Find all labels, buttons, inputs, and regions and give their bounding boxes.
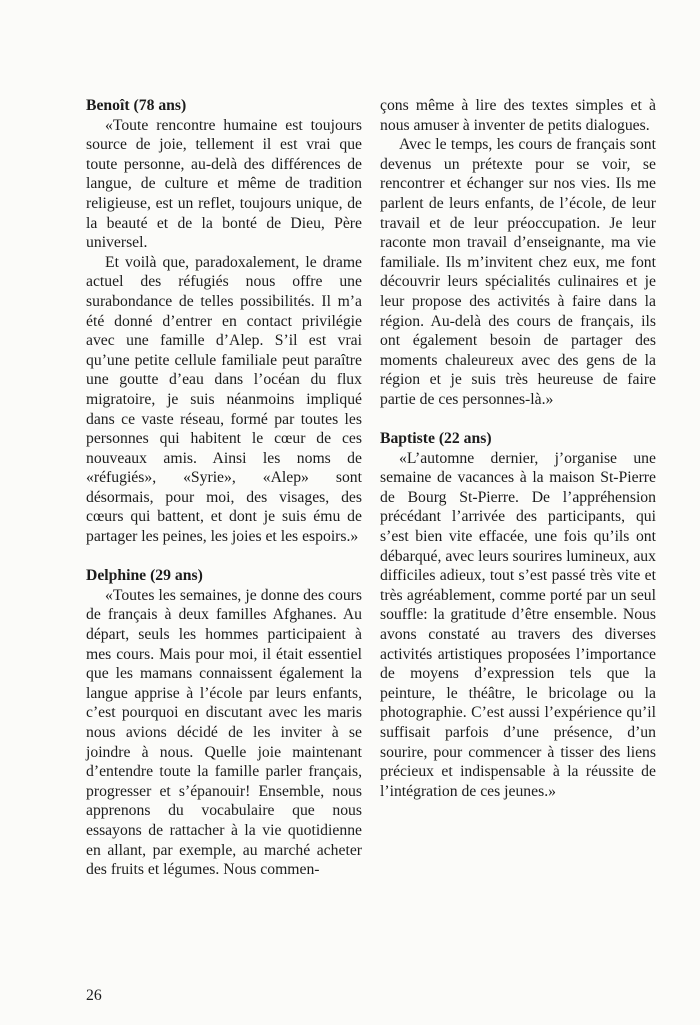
delphine-paragraph-1-continued: çons même à lire des textes simples et à nous amuser à inventer de petits dialogues. — [380, 97, 656, 134]
baptiste-heading: Baptiste (22 ans) — [380, 430, 492, 448]
left-column — [86, 96, 362, 880]
right-column — [380, 96, 656, 801]
benoit-paragraph-2: Et voilà que, paradoxalement, le drame actuel des réfugiés nous offre une surabondance de telles possibilités. Il m’a été donné d’entrer en contact privilégie avec une famille d’Alep. S’il est vrai qu’une petite cellule familiale peut paraître une goutte d’eau dans l’océan du flux migratoire, je suis néanmoins impliqué dans ce vaste réseau, formé par toutes les personnes qui habitent le cœur de ces nouveaux amis. Ainsi les noms de «réfugiés», «Syrie», «Alep» sont désormais, pour moi, des visages, des cœurs qui battent, et dont je suis ému de partager les peines, les joies et les espoirs.» — [86, 253, 362, 546]
delphine-paragraph-2: Avec le temps, les cours de français sont devenus un prétexte pour se voir, se rencontrer et échanger sur nos vies. Ils me parlent de leurs enfants, de l’école, de leur travail et de leur préoccupation. Je leur raconte mon travail d’enseignante, ma vie familiale. Ils m’invitent chez eux, me font découvrir leurs spécialités culinaires et je leur propose des activités à faire dans la région. Au-delà des cours de français, ils ont également besoin de partager des moments chaleureux avec des gens de la région et je suis très heureuse de faire partie de ces personnes-là.» — [380, 136, 656, 408]
page-number: 26 — [86, 987, 102, 1004]
section-spacer — [86, 547, 362, 567]
baptiste-paragraph-1: «L’automne dernier, j’organise une semaine de vacances à la maison St-Pierre de Bourg St-Pierre. De l’appréhension précédant l’arrivée des participants, qui s’est bien vite effacée, une fois qu’ils ont débarqué, avec leurs sourires lumineux, aux difficiles adieux, tout s’est passé très vite et très agréablement, comme porté par un seul souffle: la gratitude d’être ensemble. Nous avons constaté au travers des diverses activités artistiques proposées l’importance de moyens d’expression tels que la peinture, le théâtre, le bricolage ou la photographie. C’est aussi l’expérience qu’il suffisait parfois d’une présence, d’un sourire, pour commencer à tisser des liens précieux et indispensable à la réussite de l’intégration de ces jeunes.» — [380, 449, 656, 800]
section-spacer — [380, 410, 656, 430]
delphine-heading: Delphine (29 ans) — [86, 567, 203, 585]
benoit-paragraph-1: «Toute rencontre humaine est toujours source de joie, tellement il est vrai que toute personne, au-delà des différences de langue, de culture et même de tradition religieuse, est un reflet, toujours unique, de la beauté et de la bonté de Dieu, Père universel. — [86, 116, 362, 252]
delphine-paragraph-1: «Toutes les semaines, je donne des cours de français à deux familles Afghanes. Au départ, seuls les hommes participaient à mes cours. Mais pour moi, il était essentiel que les mamans connaissent également la langue apprise à l’école par leurs enfants, c’est pourquoi en discutant avec les maris nous avions décidé de les inviter à se joindre à nous. Quelle joie maintenant d’entendre toute la famille parler français, progresser et s’épanouir! Ensemble, nous apprenons du vocabulaire que nous essayons de rattacher à la vie quotidienne en allant, par exemple, au marché acheter des fruits et légumes. Nous commen- — [86, 586, 362, 879]
benoit-heading: Benoît (78 ans) — [86, 97, 187, 114]
